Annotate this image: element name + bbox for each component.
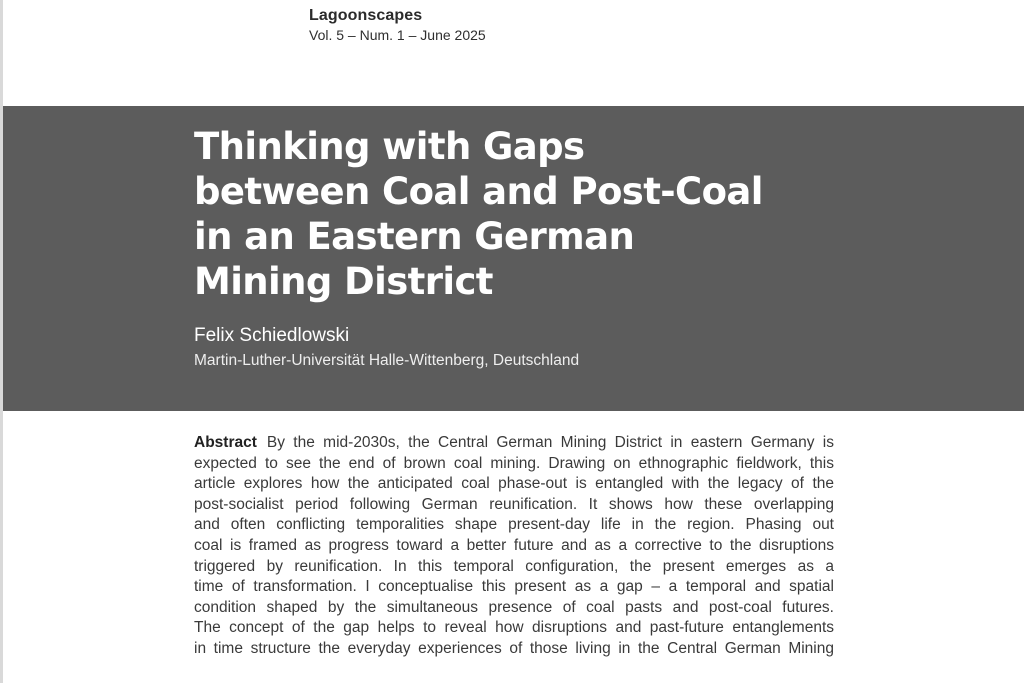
abstract-line-text: By the mid-2030s, the Central German Mining District in eastern Germany is <box>266 434 834 451</box>
abstract-line: expected to see the end of brown coal mining. Drawing on ethnographic fieldwork, this <box>194 454 834 472</box>
abstract-label: Abstract <box>194 434 257 451</box>
article-title <box>194 124 763 304</box>
abstract-line <box>194 433 834 454</box>
abstract-block <box>194 433 834 660</box>
abstract-line: time of transformation. I conceptualise this present as a gap – a temporal and spatial <box>194 578 834 596</box>
journal-name: Lagoonscapes <box>309 7 423 24</box>
abstract-line: triggered by reunification. In this temporal configuration, the present emerges as a <box>194 557 834 575</box>
journal-issue: Vol. 5 – Num. 1 – June 2025 <box>309 27 486 43</box>
abstract-line: in time structure the everyday experiences of those living in the Central German Mining <box>194 639 834 657</box>
title-line: Thinking with Gaps <box>194 125 585 168</box>
abstract-line: and often conflicting temporalities shape present-day life in the region. Phasing out <box>194 516 834 534</box>
title-band <box>3 106 1024 411</box>
author-name: Felix Schiedlowski <box>194 325 350 346</box>
abstract-line: coal is framed as progress toward a better future and as a corrective to the disruptions <box>194 536 834 554</box>
title-line: in an Eastern German <box>194 215 635 258</box>
abstract-line: condition shaped by the simultaneous presence of coal pasts and post-coal futures. <box>194 598 834 616</box>
journal-header <box>309 6 486 44</box>
abstract-line: post-socialist period following German reunification. It shows how these overlapping <box>194 495 834 513</box>
author-affiliation: Martin-Luther-Universität Halle-Wittenberg, Deutschland <box>194 352 580 369</box>
title-line: Mining District <box>194 260 493 303</box>
abstract-line: The concept of the gap helps to reveal how disruptions and past-future entanglements <box>194 619 834 637</box>
abstract-line: article explores how the anticipated coal phase-out is entangled with the legacy of the <box>194 475 834 493</box>
title-line: between Coal and Post-Coal <box>194 170 763 213</box>
